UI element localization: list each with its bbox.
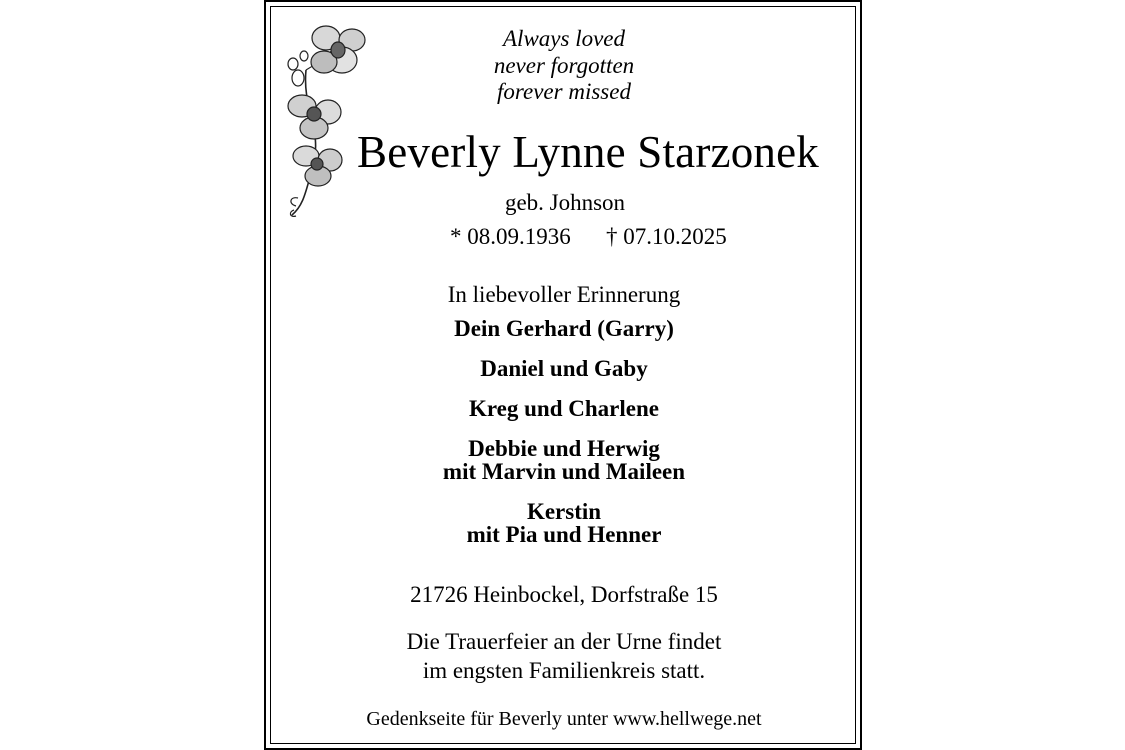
birth-date: * 08.09.1936 bbox=[450, 224, 571, 249]
mourner-entry: Kerstin bbox=[526, 499, 602, 524]
verse-line-1: Always loved bbox=[503, 26, 625, 51]
verse-line-2: never forgotten bbox=[493, 53, 635, 78]
memorial-page-note: Gedenkseite für Beverly unter www.hellwege.net bbox=[366, 708, 762, 730]
mourner-entry: Daniel und Gaby bbox=[480, 356, 648, 381]
deceased-name: Beverly Lynne Starzonek bbox=[357, 127, 819, 177]
mourner-entry: Dein Gerhard (Garry) bbox=[454, 316, 674, 341]
death-date: † 07.10.2025 bbox=[606, 224, 727, 249]
mourner-entry: Kreg und Charlene bbox=[469, 396, 659, 421]
verse-line-3: forever missed bbox=[497, 79, 631, 104]
orchid-icon bbox=[284, 20, 384, 220]
mourner-entry-line-2: mit Marvin und Maileen bbox=[442, 459, 686, 484]
mourner-entry-line-2: mit Pia und Henner bbox=[466, 522, 662, 547]
service-note-line-1: Die Trauerfeier an der Urne findet bbox=[406, 629, 722, 654]
obituary-notice bbox=[264, 0, 862, 750]
birth-name: geb. Johnson bbox=[504, 190, 626, 215]
life-dates bbox=[266, 225, 864, 249]
remembrance-intro: In liebevoller Erinnerung bbox=[447, 282, 681, 307]
mourner-entry: Debbie und Herwig bbox=[468, 436, 660, 461]
service-note-line-2: im engsten Familienkreis statt. bbox=[422, 658, 706, 683]
address: 21726 Heinbockel, Dorfstraße 15 bbox=[410, 582, 718, 607]
